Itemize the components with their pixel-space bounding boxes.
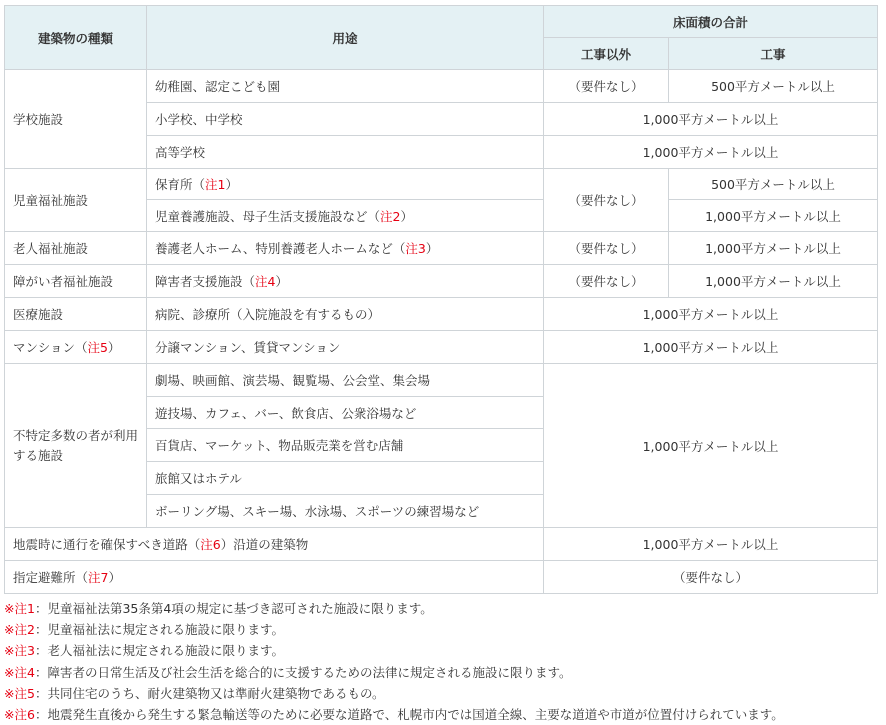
mansion-area: 1,000平方メートル以上 bbox=[544, 331, 878, 364]
public-area: 1,000平方メートル以上 bbox=[544, 364, 878, 528]
school-elementary-area: 1,000平方メートル以上 bbox=[544, 103, 878, 136]
footnote-3: ※注3：老人福祉法に規定される施設に限ります。 bbox=[4, 643, 284, 659]
school-high-area: 1,000平方メートル以上 bbox=[544, 136, 878, 169]
requirements-table bbox=[4, 5, 878, 594]
evac-label: 指定避難所（注7） bbox=[5, 561, 544, 594]
header-building-type: 建築物の種類 bbox=[5, 6, 147, 70]
note-7-link[interactable]: 注7 bbox=[88, 570, 109, 585]
note-6-link[interactable]: 注6 bbox=[200, 537, 221, 552]
header-use: 用途 bbox=[147, 6, 544, 70]
footnote-1: ※注1：児童福祉法第35条第4項の規定に基づき認可された施設に限ります。 bbox=[4, 601, 433, 616]
road-area: 1,000平方メートル以上 bbox=[544, 528, 878, 561]
footnote-5: ※注5：共同住宅のうち、耐火建築物又は準耐火建築物であるもの。 bbox=[4, 685, 385, 701]
school-label: 学校施設 bbox=[5, 70, 147, 169]
road-label: 地震時に通行を確保すべき道路（注6）沿道の建築物 bbox=[5, 528, 544, 561]
public-use-5: ボーリング場、スキー場、水泳場、スポーツの練習場など bbox=[147, 495, 544, 528]
header-floor-area-total: 床面積の合計 bbox=[544, 6, 878, 38]
table-row bbox=[5, 298, 878, 331]
footnote-2: ※注2：児童福祉法に規定される施設に限ります。 bbox=[4, 622, 284, 638]
school-kindergarten-other: （要件なし） bbox=[544, 70, 669, 103]
school-use-high: 高等学校 bbox=[147, 136, 544, 169]
disabled-label: 障がい者福祉施設 bbox=[5, 265, 147, 298]
table-row bbox=[5, 169, 878, 200]
table-row bbox=[5, 561, 878, 594]
header-non-construction: 工事以外 bbox=[544, 38, 669, 70]
note-2-link[interactable]: 注2 bbox=[380, 208, 401, 224]
disabled-other: （要件なし） bbox=[544, 265, 669, 298]
mansion-label: マンション（注5） bbox=[5, 331, 147, 364]
table-row bbox=[5, 528, 878, 561]
footnote-4: ※注4：障害者の日常生活及び社会生活を総合的に支援するための法律に規定される施設に限ります。 bbox=[4, 664, 572, 680]
note-3-link[interactable]: 注3 bbox=[405, 241, 426, 256]
evac-area: （要件なし） bbox=[544, 561, 878, 594]
table-row bbox=[5, 331, 878, 364]
mansion-use: 分譲マンション、賃貸マンション bbox=[147, 331, 544, 364]
public-use-4: 旅館又はホテル bbox=[147, 462, 544, 495]
note-1-link[interactable]: 注1 bbox=[205, 177, 226, 192]
medical-area: 1,000平方メートル以上 bbox=[544, 298, 878, 331]
public-label: 不特定多数の者が利用する施設 bbox=[5, 364, 147, 528]
elderly-label: 老人福祉施設 bbox=[5, 232, 147, 265]
table-row bbox=[5, 70, 878, 103]
elderly-use: 養護老人ホーム、特別養護老人ホームなど（注3） bbox=[147, 232, 544, 265]
disabled-use: 障害者支援施設（注4） bbox=[147, 265, 544, 298]
public-use-1: 劇場、映画館、演芸場、観覧場、公会堂、集会場 bbox=[147, 364, 544, 397]
disabled-work: 1,000平方メートル以上 bbox=[669, 265, 878, 298]
table-row bbox=[5, 364, 878, 397]
table-row bbox=[5, 232, 878, 265]
elderly-work: 1,000平方メートル以上 bbox=[669, 232, 878, 265]
school-use-elementary: 小学校、中学校 bbox=[147, 103, 544, 136]
child-use-nursery: 保育所（注1） bbox=[147, 169, 544, 200]
child-nursery-work: 500平方メートル以上 bbox=[669, 169, 878, 200]
footnotes bbox=[4, 598, 884, 725]
medical-label: 医療施設 bbox=[5, 298, 147, 331]
footnote-6: ※注6：地震発生直後から発生する緊急輸送等のために必要な道路で、札幌市内では国道全線、主要な道道や市道が位置付けられています。 bbox=[4, 707, 784, 723]
public-use-2: 遊技場、カフェ、バー、飲食店、公衆浴場など bbox=[147, 397, 544, 429]
public-use-3: 百貨店、マーケット、物品販売業を営む店舗 bbox=[147, 429, 544, 462]
medical-use: 病院、診療所（入院施設を有するもの） bbox=[147, 298, 544, 331]
table-row bbox=[5, 265, 878, 298]
child-care-work: 1,000平方メートル以上 bbox=[669, 200, 878, 232]
child-use-care: 児童養護施設、母子生活支援施設など（注2） bbox=[147, 200, 544, 232]
note-5-link[interactable]: 注5 bbox=[87, 340, 108, 355]
child-label: 児童福祉施設 bbox=[5, 169, 147, 232]
note-4-link[interactable]: 注4 bbox=[255, 274, 276, 289]
school-kindergarten-work: 500平方メートル以上 bbox=[669, 70, 878, 103]
elderly-other: （要件なし） bbox=[544, 232, 669, 265]
child-other-none: （要件なし） bbox=[544, 169, 669, 232]
school-use-kindergarten: 幼稚園、認定こども園 bbox=[147, 70, 544, 103]
header-construction: 工事 bbox=[669, 38, 878, 70]
